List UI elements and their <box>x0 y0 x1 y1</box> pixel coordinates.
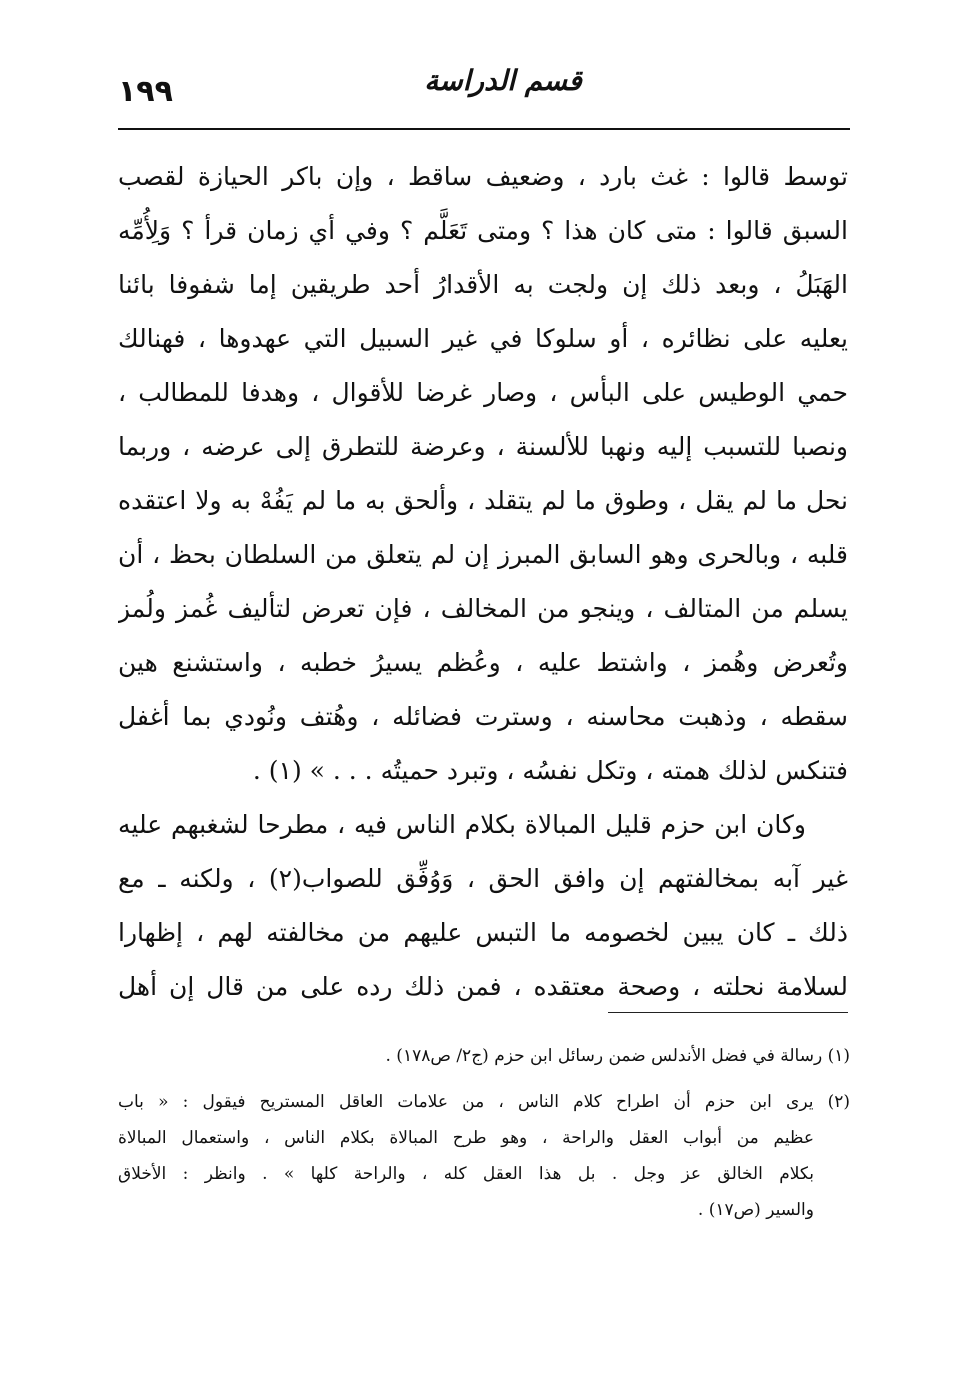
text-line: وكان ابن حزم قليل المبالاة بكلام الناس فيه ، مطرحا لشغبهم عليه <box>118 810 806 839</box>
page-number: ١٩٩ <box>118 74 173 109</box>
footnote-line: (٢) يرى ابن حزم أن اطراح كلام الناس ، من علامات العاقل المستريح فيقول : « باب <box>118 1092 850 1112</box>
text-line: وتُعرض وهُمز ، واشتط عليه ، وعُظم يسيرُ خطبه ، واستشنع هين <box>118 648 848 677</box>
header-divider <box>118 128 850 130</box>
text-line: لسلامة نحلته ، وصحة معتقده ، فمن ذلك رده على من قال إن أهل <box>118 972 848 1001</box>
text-line: يعليه على نظائره ، أو سلوكا في غير السبيل التي عهدوها ، فهنالك <box>118 324 848 353</box>
footnote-divider <box>608 1012 848 1013</box>
text-line: فتنكس لذلك همته ، وتكل نفسُه ، وتبرد حميتُه . . . » (١) . <box>252 756 848 785</box>
text-line: ونصبا للتسبب إليه ونهبا للألسنة ، وعرضة للتطرق إلى عرضه ، وربما <box>118 432 848 461</box>
footnotes <box>118 1038 850 1228</box>
page-header <box>118 60 850 132</box>
running-title: قسم الدراسة <box>424 64 582 97</box>
footnote-line: والسير (ص١٧) . <box>697 1200 814 1220</box>
text-line: الهَبَلُ ، وبعد ذلك إن ولجت به الأقدارُ أحد طريقين إما شفوفا بائنا <box>118 270 848 299</box>
text-line: غير آبه بمخالفتهم إن وافق الحق ، وَوُفِّق للصواب(٢) ، ولكنه ـ مع <box>118 864 848 893</box>
text-line: ذلك ـ كان يبين لخصومه ما التبس عليهم من مخالفته لهم ، إظهارا <box>118 918 848 947</box>
text-line: نحل ما لم يقل ، وطوق ما لم يتقلد ، وألحق به ما لم يَفُهْ به ولا اعتقده <box>118 486 848 515</box>
text-line: حمي الوطيس على البأس ، وصار غرضا للأقوال ، وهدفا للمطالب ، <box>118 378 848 407</box>
main-text <box>118 150 848 1014</box>
footnote-line: بكلام الخالق عز وجل . بل هذا العقل كله ، والراحة كلها » . وانظر : الأخلاق <box>118 1164 814 1184</box>
footnote-line: عظيم من أبواب العقل والراحة ، وهو طرح المبالاة بكلام الناس ، واستعمال المبالاة <box>118 1128 814 1148</box>
text-line: سقطه ، وذهبت محاسنه ، وسترت فضائله ، وهُتف ونُودي بما أغفل <box>118 702 848 731</box>
text-line: يسلم من المتالف ، وينجو من المخالف ، فإن تعرض لتأليف غُمز ولُمز <box>118 594 848 623</box>
footnote-line: (١) رسالة في فضل الأندلس ضمن رسائل ابن حزم (ج٢/ ص١٧٨) . <box>385 1046 850 1066</box>
text-line: توسط قالوا : غث بارد ، وضعيف ساقط ، وإن باكر الحيازة لقصب <box>118 162 848 191</box>
text-line: السبق قالوا : متى كان هذا ؟ ومتى تَعَلَّم ؟ وفي أي زمان قرأ ؟ وَلِأُمِّه <box>118 216 848 245</box>
text-line: قلبه ، وبالحرى وهو السابق المبرز إن لم يتعلق من السلطان بحظ ، أن <box>118 540 848 569</box>
